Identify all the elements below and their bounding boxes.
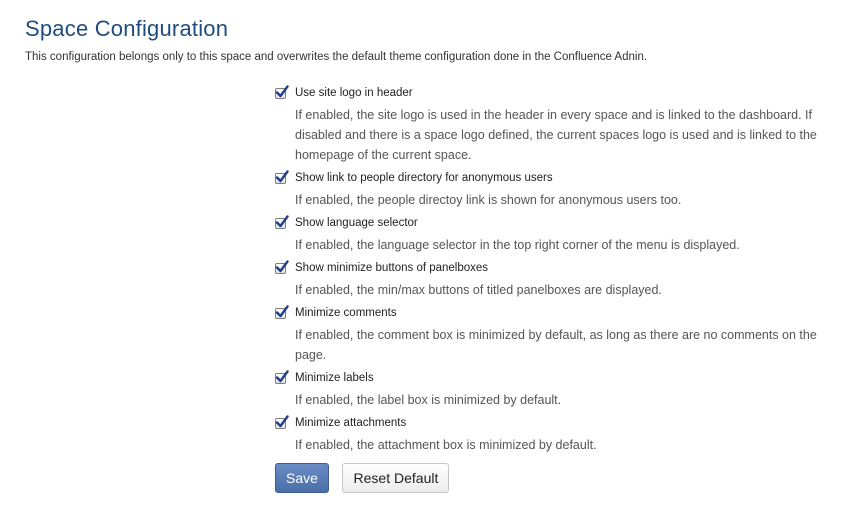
option-description: If enabled, the comment box is minimized by default, as long as there are no comments on the page. — [295, 328, 817, 362]
option-description: If enabled, the site logo is used in the header in every space and is linked to the dashboard. If disabled and there is a space logo defined, the current spaces logo is used and is linked to the homepage of the current space. — [295, 108, 817, 162]
option-label[interactable]: Minimize attachments — [295, 417, 407, 429]
option-use-site-logo — [275, 86, 835, 171]
checkmark-icon — [275, 370, 289, 384]
page-title: Space Configuration — [25, 16, 229, 41]
minimize-labels-checkbox[interactable] — [275, 373, 286, 384]
checkmark-icon — [275, 305, 289, 319]
reset-default-button[interactable]: Reset Default — [342, 463, 449, 493]
option-label[interactable]: Show language selector — [295, 217, 418, 229]
minimize-attachments-checkbox[interactable] — [275, 418, 286, 429]
people-directory-checkbox[interactable] — [275, 173, 286, 184]
option-description: If enabled, the people directoy link is shown for anonymous users too. — [295, 193, 682, 207]
option-label[interactable]: Show link to people directory for anonymous users — [295, 172, 553, 184]
option-people-directory — [275, 171, 835, 216]
option-minimize-labels — [275, 371, 835, 416]
option-language-selector — [275, 216, 835, 261]
language-selector-checkbox[interactable] — [275, 218, 286, 229]
checkmark-icon — [275, 170, 289, 184]
option-label[interactable]: Use site logo in header — [295, 87, 413, 99]
use-site-logo-checkbox[interactable] — [275, 88, 286, 99]
option-description: If enabled, the label box is minimized by default. — [295, 393, 562, 407]
checkmark-icon — [275, 260, 289, 274]
checkmark-icon — [275, 415, 289, 429]
checkmark-icon — [275, 215, 289, 229]
minimize-buttons-checkbox[interactable] — [275, 263, 286, 274]
option-minimize-attachments — [275, 416, 835, 461]
options-list — [275, 86, 835, 461]
checkmark-icon — [275, 85, 289, 99]
option-description: If enabled, the min/max buttons of titled panelboxes are displayed. — [295, 283, 662, 297]
option-label[interactable]: Show minimize buttons of panelboxes — [295, 262, 489, 274]
option-description: If enabled, the attachment box is minimized by default. — [295, 438, 597, 452]
minimize-comments-checkbox[interactable] — [275, 308, 286, 319]
option-label[interactable]: Minimize labels — [295, 372, 374, 384]
option-minimize-comments — [275, 306, 835, 371]
option-label[interactable]: Minimize comments — [295, 307, 397, 319]
page-description: This configuration belongs only to this space and overwrites the default theme configuration done in the Confluence Adnin. — [25, 51, 648, 63]
form-buttons — [275, 463, 449, 493]
option-minimize-buttons — [275, 261, 835, 306]
option-description: If enabled, the language selector in the top right corner of the menu is displayed. — [295, 238, 740, 252]
save-button[interactable]: Save — [275, 463, 329, 493]
